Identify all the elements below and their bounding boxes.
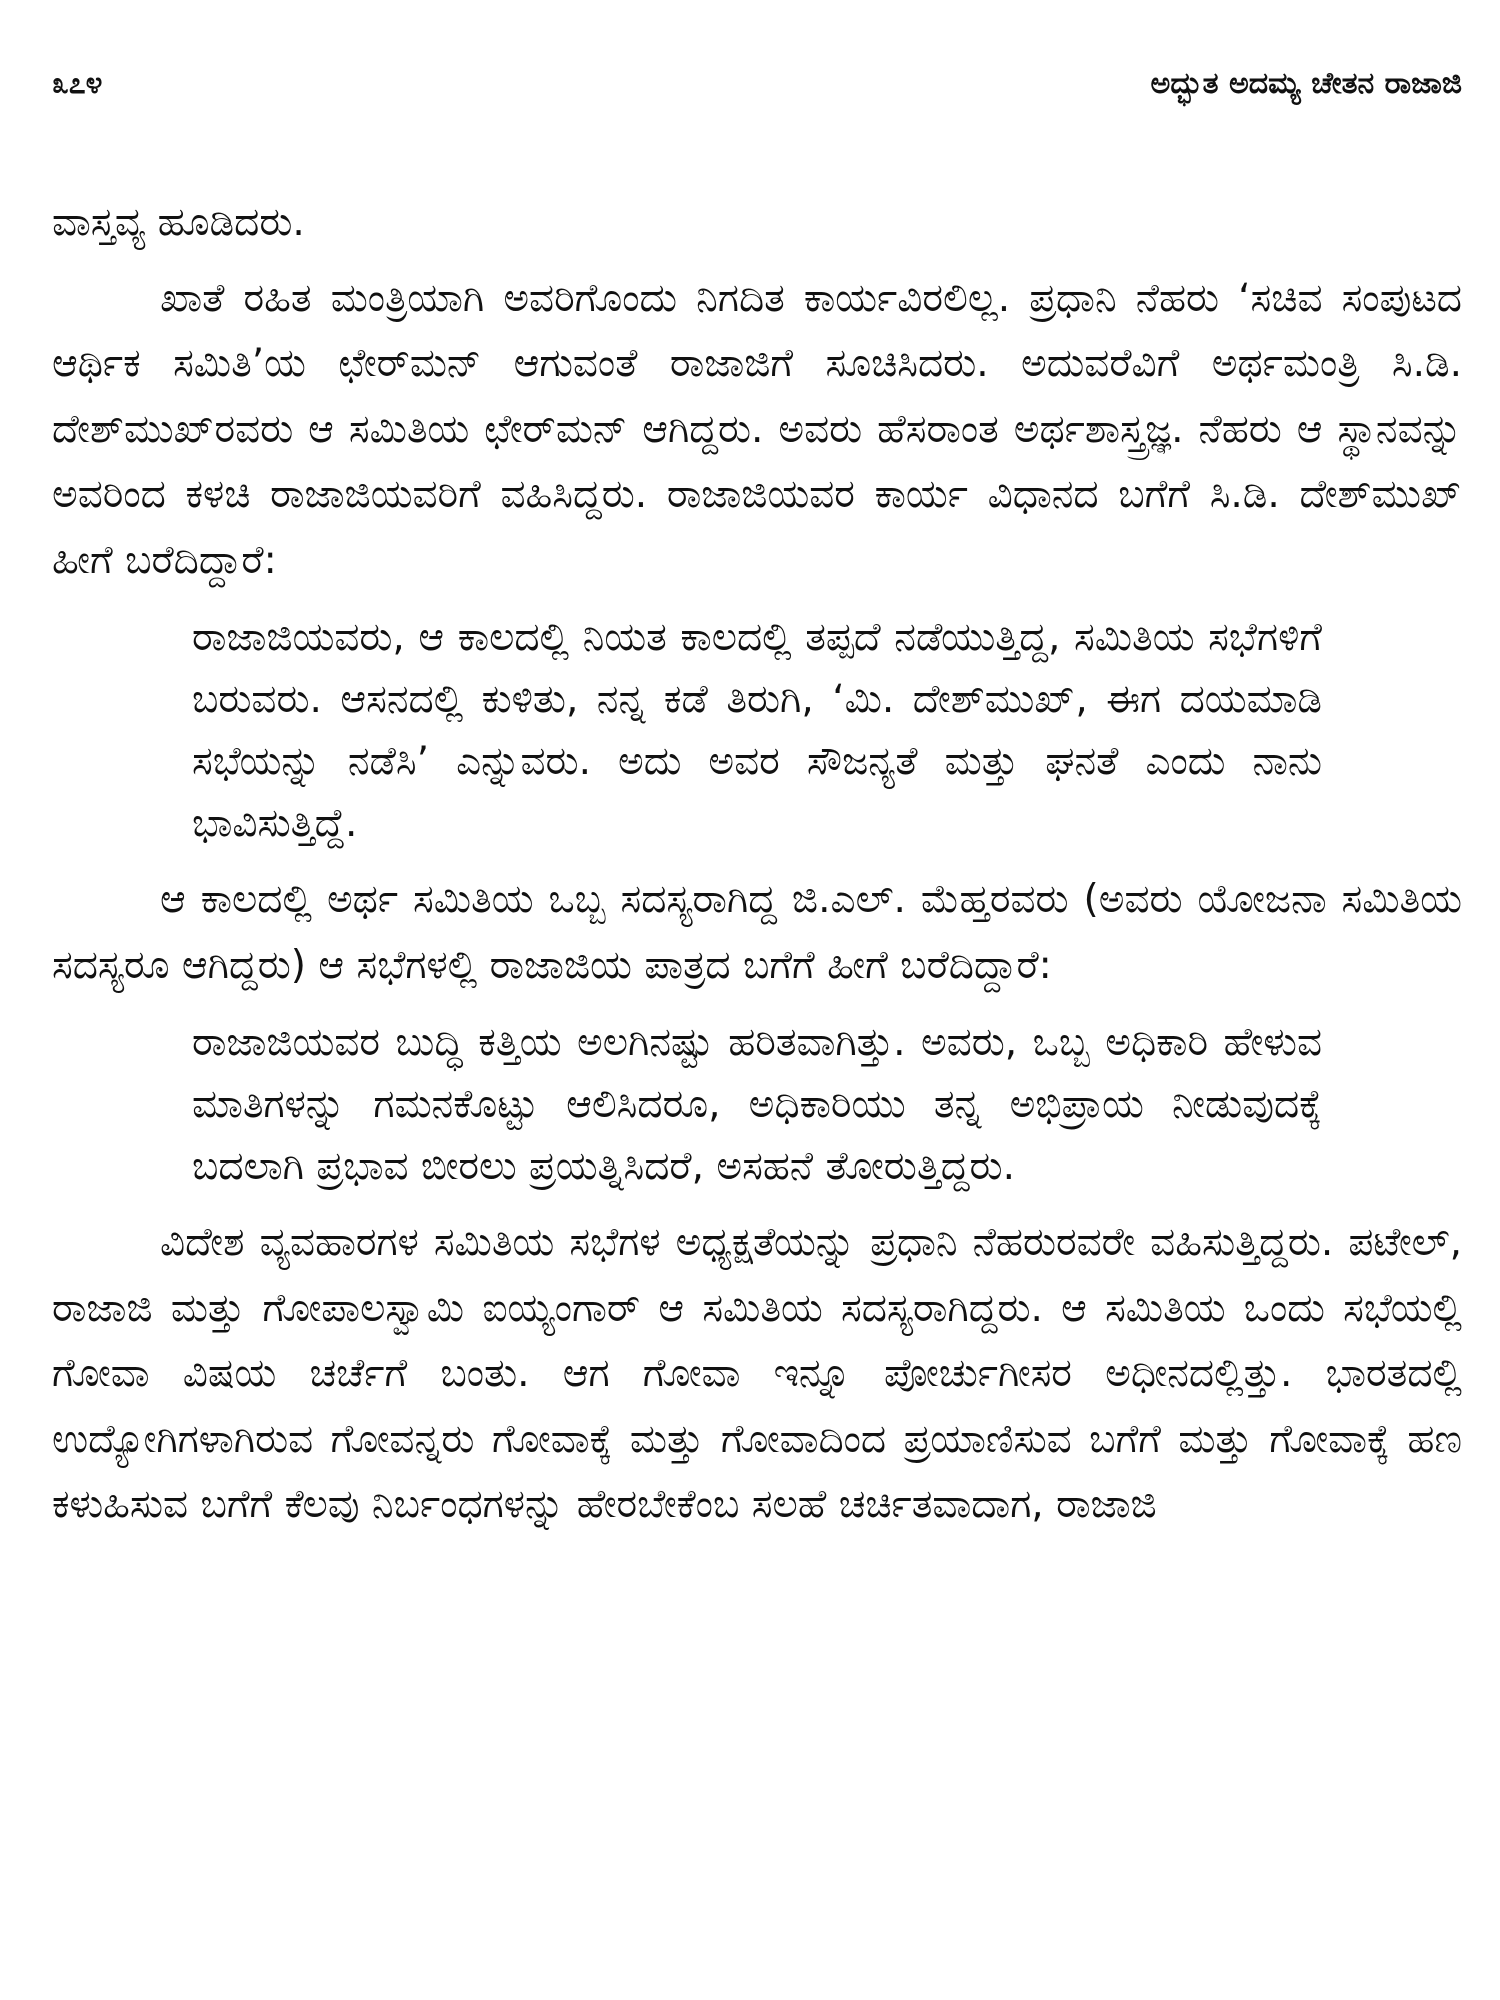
paragraph: ವಿದೇಶ ವ್ಯವಹಾರಗಳ ಸಮಿತಿಯ ಸಭೆಗಳ ಅಧ್ಯಕ್ಷತೆಯನ್ನು ಪ್ರಧಾನಿ ನೆಹರುರವರೇ ವಹಿಸುತ್ತಿದ್ದರು. ಪಟೇಲ್, ರಾಜಾಜಿ ಮತ್ತು ಗೋಪಾಲಸ್ವಾಮಿ ಐಯ್ಯಂಗಾರ್ ಆ ಸಮಿತಿಯ ಸದಸ್ಯರಾಗಿದ್ದರು. ಆ ಸಮಿತಿಯ ಒಂದು ಸಭೆಯಲ್ಲಿ ಗೋವಾ ವಿಷಯ ಚರ್ಚೆಗೆ ಬಂತು. ಆಗ ಗೋವಾ ಇನ್ನೂ ಪೋರ್ಚುಗೀಸರ ಅಧೀನದಲ್ಲಿತ್ತು. ಭಾರತದಲ್ಲಿ ಉದ್ಯೋಗಿಗಳಾಗಿರುವ ಗೋವನ್ನರು ಗೋವಾಕ್ಕೆ ಮತ್ತು ಗೋವಾದಿಂದ ಪ್ರಯಾಣಿಸುವ ಬಗೆಗೆ ಮತ್ತು ಗೋವಾಕ್ಕೆ ಹಣ ಕಳುಹಿಸುವ ಬಗೆಗೆ ಕೆಲವು ನಿರ್ಬಂಧಗಳನ್ನು ಹೇರಬೇಕೆಂಬ ಸಲಹೆ ಚರ್ಚಿತವಾದಾಗ, ರಾಜಾಜಿ	[52, 1220, 1462, 1527]
page-header	[52, 62, 1462, 106]
paragraph: ಖಾತೆ ರಹಿತ ಮಂತ್ರಿಯಾಗಿ ಅವರಿಗೊಂದು ನಿಗದಿತ ಕಾರ್ಯವಿರಲಿಲ್ಲ. ಪ್ರಧಾನಿ ನೆಹರು ‘ಸಚಿವ ಸಂಪುಟದ ಆರ್ಥಿಕ ಸಮಿತಿ’ಯ ಛೇರ್‌ಮನ್ ಆಗುವಂತೆ ರಾಜಾಜಿಗೆ ಸೂಚಿಸಿದರು. ಅದುವರೆವಿಗೆ ಅರ್ಥಮಂತ್ರಿ ಸಿ.ಡಿ. ದೇಶ್‌ಮುಖ್‌ರವರು ಆ ಸಮಿತಿಯ ಛೇರ್‌ಮನ್ ಆಗಿದ್ದರು. ಅವರು ಹೆಸರಾಂತ ಅರ್ಥಶಾಸ್ತ್ರಜ್ಞ. ನೆಹರು ಆ ಸ್ಥಾನವನ್ನು ಅವರಿಂದ ಕಳಚಿ ರಾಜಾಜಿಯವರಿಗೆ ವಹಿಸಿದ್ದರು. ರಾಜಾಜಿಯವರ ಕಾರ್ಯ ವಿಧಾನದ ಬಗೆಗೆ ಸಿ.ಡಿ. ದೇಶ್‌ಮುಖ್ ಹೀಗೆ ಬರೆದಿದ್ದಾರೆ:	[52, 275, 1462, 583]
book-page	[52, 62, 1462, 1962]
page-number: ೩೭೪	[52, 66, 103, 101]
paragraph-continuation: ವಾಸ್ತವ್ಯ ಹೂಡಿದರು.	[52, 200, 305, 245]
body-text	[52, 190, 1462, 1538]
paragraph: ಆ ಕಾಲದಲ್ಲಿ ಅರ್ಥ ಸಮಿತಿಯ ಒಬ್ಬ ಸದಸ್ಯರಾಗಿದ್ದ ಜಿ.ಎಲ್. ಮೆಹ್ತರವರು (ಅವರು ಯೋಜನಾ ಸಮಿತಿಯ ಸದಸ್ಯರೂ ಆಗಿದ್ದರು) ಆ ಸಭೆಗಳಲ್ಲಿ ರಾಜಾಜಿಯ ಪಾತ್ರದ ಬಗೆಗೆ ಹೀಗೆ ಬರೆದಿದ್ದಾರೆ:	[52, 877, 1462, 988]
running-title: ಅದ್ಭುತ ಅದಮ್ಯ ಚೇತನ ರಾಜಾಜಿ	[1150, 66, 1462, 101]
block-quote: ರಾಜಾಜಿಯವರ ಬುದ್ಧಿ ಕತ್ತಿಯ ಅಲಗಿನಷ್ಟು ಹರಿತವಾಗಿತ್ತು. ಅವರು, ಒಬ್ಬ ಅಧಿಕಾರಿ ಹೇಳುವ ಮಾತಿಗಳನ್ನು ಗಮನಕೊಟ್ಟು ಆಲಿಸಿದರೂ, ಅಧಿಕಾರಿಯು ತನ್ನ ಅಭಿಪ್ರಾಯ ನೀಡುವುದಕ್ಕೆ ಬದಲಾಗಿ ಪ್ರಭಾವ ಬೀರಲು ಪ್ರಯತ್ನಿಸಿದರೆ, ಅಸಹನೆ ತೋರುತ್ತಿದ್ದರು.	[192, 1020, 1322, 1189]
block-quote: ರಾಜಾಜಿಯವರು, ಆ ಕಾಲದಲ್ಲಿ ನಿಯತ ಕಾಲದಲ್ಲಿ ತಪ್ಪದೆ ನಡೆಯುತ್ತಿದ್ದ, ಸಮಿತಿಯ ಸಭೆಗಳಿಗೆ ಬರುವರು. ಆಸನದಲ್ಲಿ ಕುಳಿತು, ನನ್ನ ಕಡೆ ತಿರುಗಿ, ‘ಮಿ. ದೇಶ್‌ಮುಖ್, ಈಗ ದಯಮಾಡಿ ಸಭೆಯನ್ನು ನಡೆಸಿ’ ಎನ್ನುವರು. ಅದು ಅವರ ಸೌಜನ್ಯತೆ ಮತ್ತು ಘನತೆ ಎಂದು ನಾನು ಭಾವಿಸುತ್ತಿದ್ದೆ.	[192, 615, 1322, 846]
